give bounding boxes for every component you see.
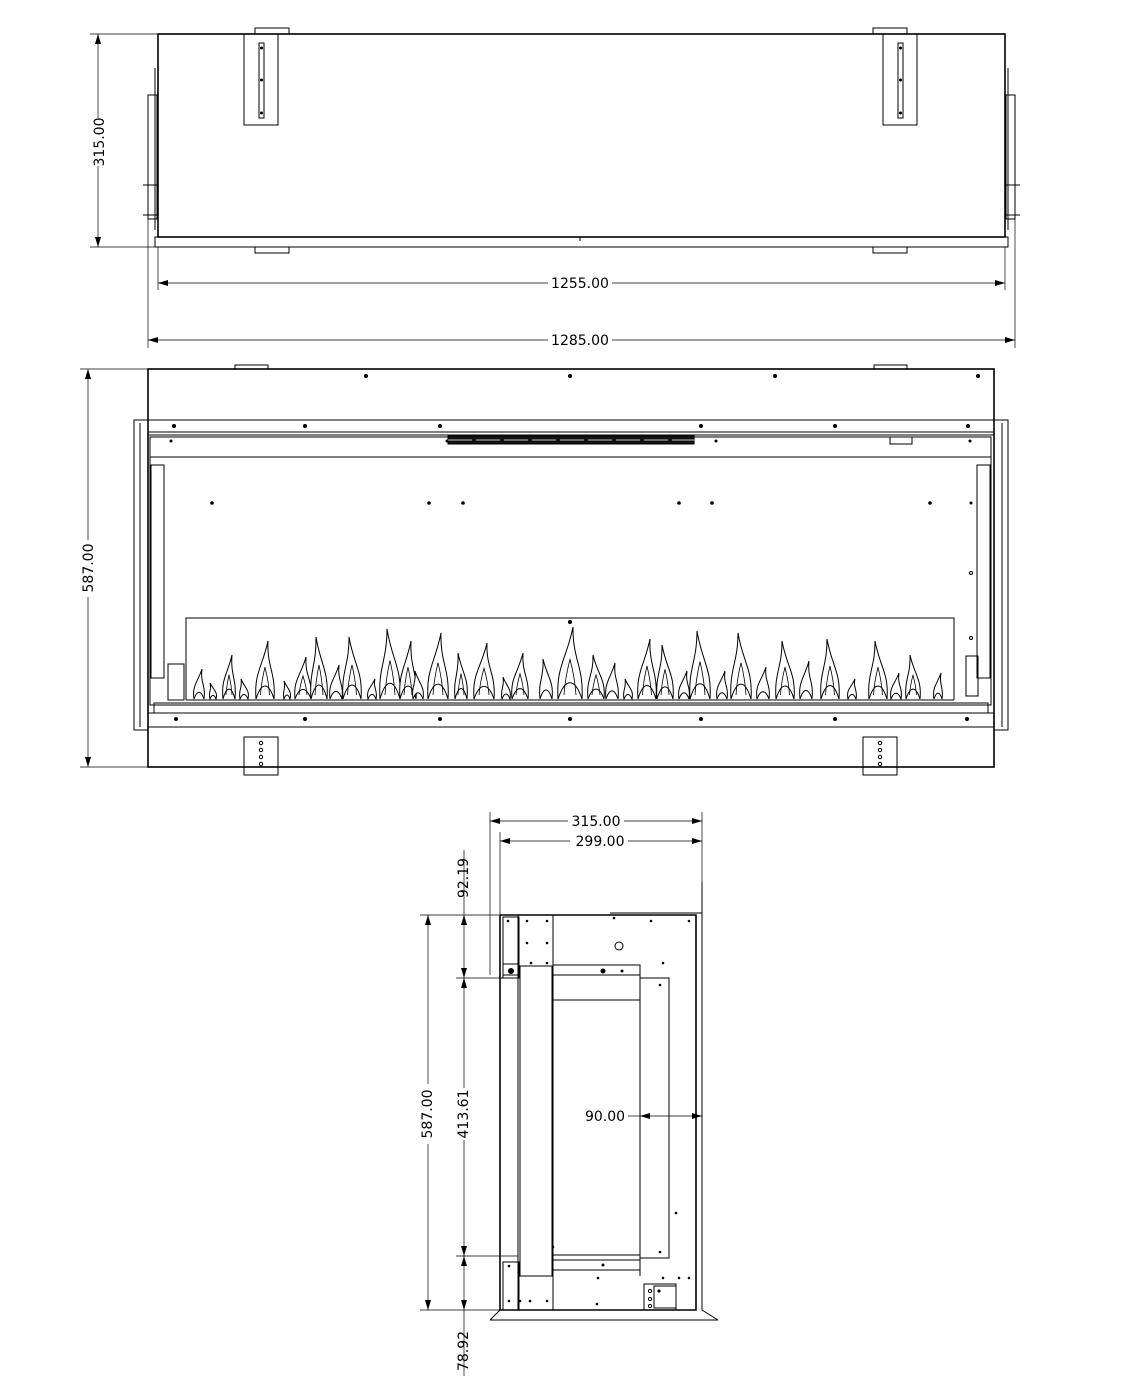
receiver-panel	[890, 437, 912, 444]
front-view-right-flange	[994, 420, 1008, 730]
side-view	[420, 812, 718, 1376]
flame-outline	[934, 673, 943, 699]
top-view-depth-label: 315.00	[92, 117, 108, 167]
flame-outline	[223, 655, 236, 699]
flame-outline	[343, 637, 362, 699]
heater-vent	[448, 435, 694, 444]
top-view-outer-width-label: 1285.00	[551, 333, 609, 349]
flame-outline	[330, 665, 343, 699]
flame-outline	[906, 655, 921, 699]
side-view-opening-depth-label: 90.00	[584, 1109, 626, 1125]
front-view-height-label: 587.00	[81, 543, 97, 593]
side-view-depth-inner-label: 299.00	[575, 834, 625, 850]
side-view-glass-channel	[520, 966, 552, 1276]
flame-outline	[502, 677, 511, 699]
flame-outline	[588, 655, 605, 699]
top-view-inner-width-label: 1255.00	[551, 276, 609, 292]
top-view-front-lip	[155, 237, 1008, 247]
flame-outline	[869, 641, 888, 699]
side-view-rear-panel	[640, 978, 669, 1258]
top-view-left-bracket	[148, 95, 157, 219]
side-view-depth-outer-label: 315.00	[571, 814, 621, 830]
side-view-front-rail	[518, 915, 553, 1310]
flame-outline	[194, 669, 205, 699]
flame-outline	[891, 673, 902, 699]
flame-outline	[295, 657, 312, 699]
front-view-frame	[148, 369, 994, 767]
flame-outline	[311, 637, 328, 699]
flame-outline	[690, 631, 711, 699]
flame-outline	[606, 663, 619, 699]
flame-outline	[776, 641, 795, 699]
flame-outline	[717, 671, 728, 699]
flame-outline	[679, 671, 690, 699]
flame-outline	[428, 633, 449, 699]
flame-outline	[240, 679, 249, 699]
flame-outline	[380, 629, 401, 699]
flame-outline	[821, 639, 840, 699]
side-view-height-label: 587.00	[420, 1089, 436, 1139]
flame-panel	[168, 618, 978, 700]
side-view-top-offset-label: 92.19	[456, 857, 472, 899]
flame-outline	[657, 645, 674, 699]
flame-outline	[731, 633, 752, 699]
flame-outline	[455, 653, 468, 699]
flame-outline	[256, 641, 275, 699]
front-view	[80, 365, 1008, 775]
side-view-opening-height-label: 413.61	[456, 1089, 472, 1139]
flame-outline	[757, 667, 770, 699]
side-view-bottom-offset-label: 78.92	[456, 1330, 472, 1372]
left-light-strip	[151, 465, 164, 678]
top-view-body	[158, 34, 1005, 237]
top-view	[90, 28, 1020, 349]
flame-outline	[540, 659, 553, 699]
front-view-left-flange	[134, 420, 148, 730]
flame-outline	[638, 639, 657, 699]
flame-outline	[848, 679, 857, 699]
flame-outline	[800, 661, 813, 699]
flame-outline	[368, 679, 377, 699]
top-view-right-bracket	[1006, 95, 1015, 219]
flame-outline	[209, 683, 216, 699]
right-light-strip	[977, 465, 990, 678]
flame-outline	[624, 679, 633, 699]
flame-outline	[512, 653, 529, 699]
flame-outline	[283, 681, 290, 699]
flame-outline	[558, 627, 582, 699]
flame-outline	[474, 643, 495, 699]
